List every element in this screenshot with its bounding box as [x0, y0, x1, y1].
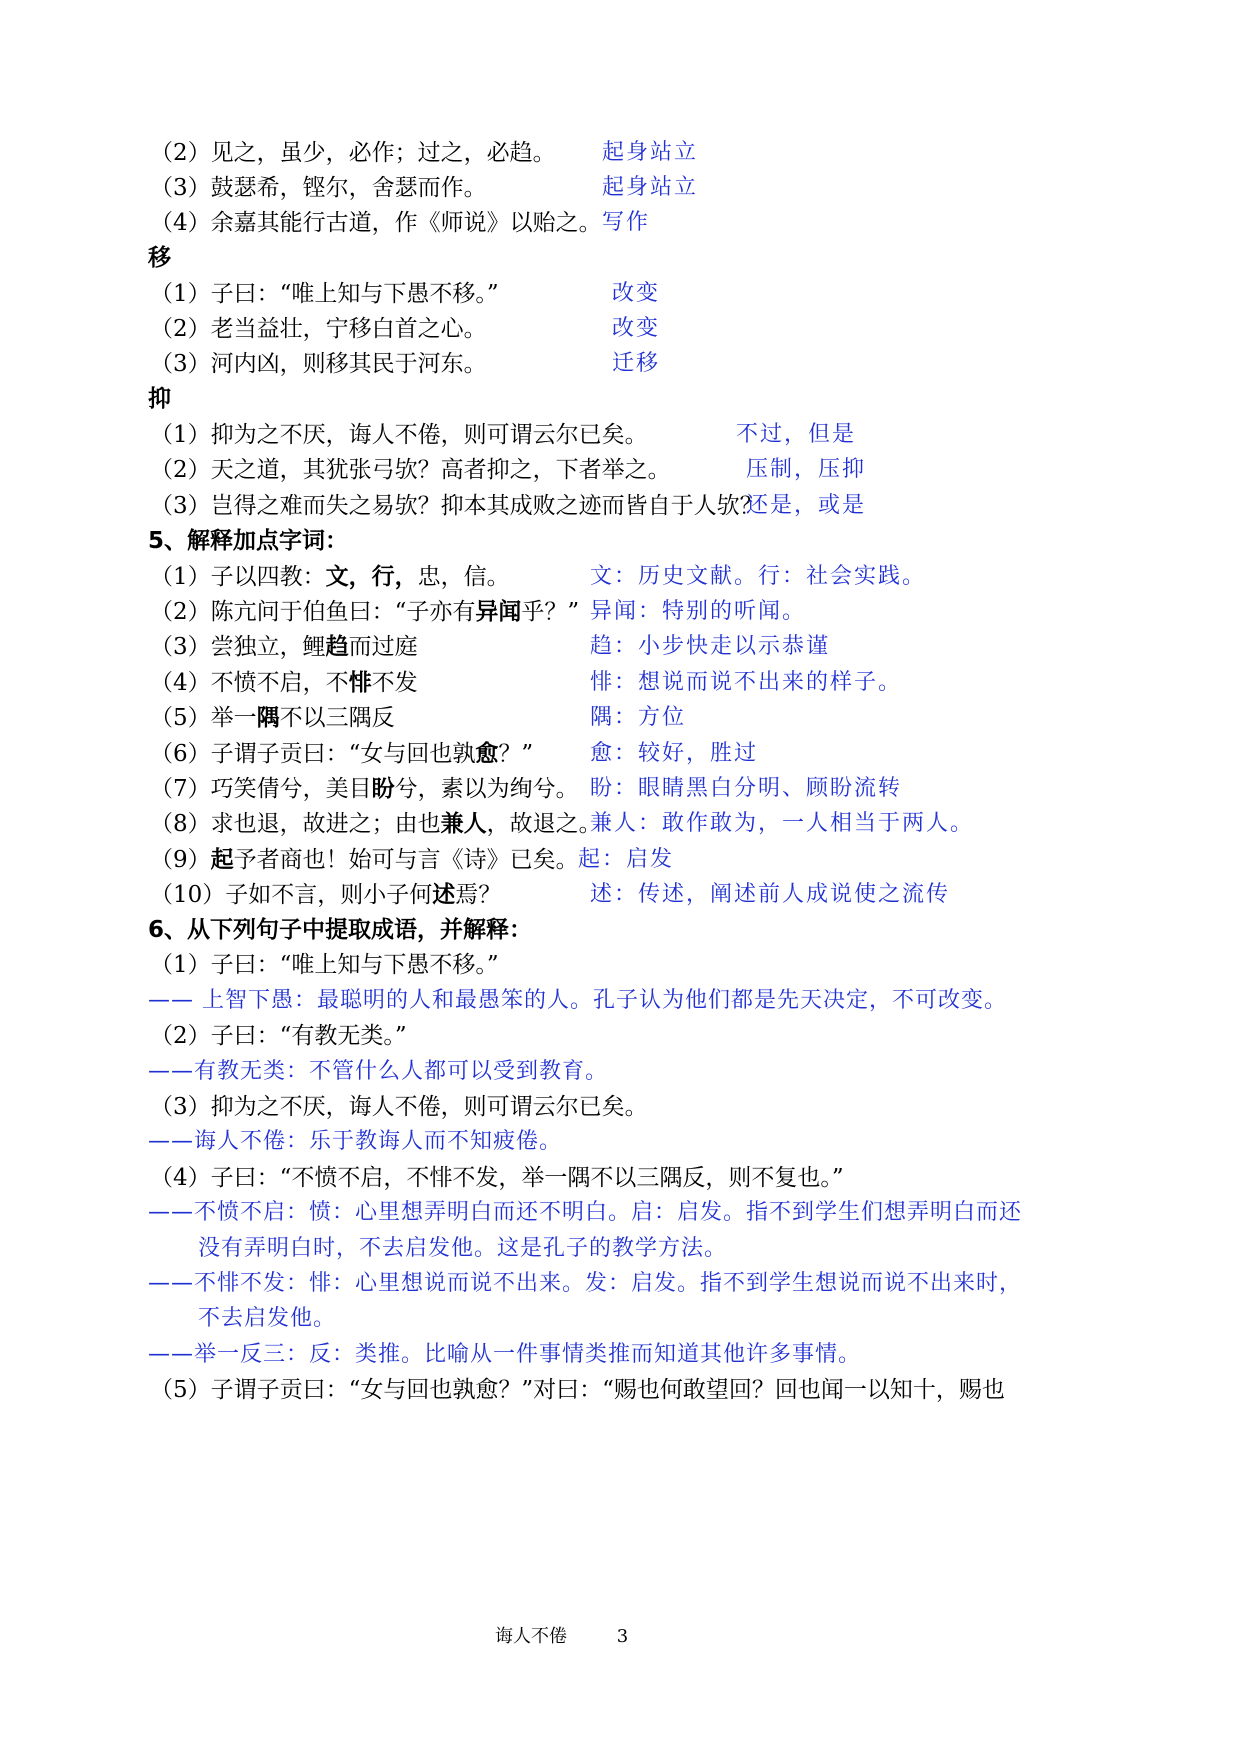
answer: 趋：小步快走以示恭谨	[590, 634, 831, 659]
sec6-question-1: （1）子曰：“唯上知与下愚不移。”	[150, 952, 499, 978]
sec5-item-6	[150, 736, 759, 772]
question: （4）余嘉其能行古道，作《师说》以贻之。	[150, 210, 602, 236]
question: （5）举一隅不以三隅反	[150, 704, 395, 731]
answer: 盼：眼睛黑白分明、顾盼流转	[590, 776, 903, 801]
sec5-item-4	[150, 665, 903, 701]
zuo-item-2	[150, 135, 699, 171]
question: （3）河内凶，则移其民于河东。	[150, 351, 487, 377]
answer: 文：历史文献。行：社会实践。	[590, 564, 927, 589]
question: （3）岂得之难而失之易欤？抑本其成败之迹而皆自于人欤？	[150, 493, 763, 519]
sec6-answer-1: —— 上智下愚：最聪明的人和最愚笨的人。孔子认为他们都是先天决定，不可改变。	[148, 988, 1007, 1013]
answer: 兼人：敢作敢为，一人相当于两人。	[590, 811, 975, 836]
sec6-answer-4b: 没有弄明白时，不去启发他。这是孔子的教学方法。	[198, 1236, 728, 1261]
question: （9）起予者商也！始可与言《诗》已矣。	[150, 846, 579, 873]
question: （2）陈亢问于伯鱼曰：“子亦有异闻乎？”	[150, 598, 580, 625]
sec5-item-1	[150, 559, 927, 595]
sec5-item-10	[150, 877, 951, 913]
page-footer	[495, 1622, 672, 1648]
answer: 改变	[612, 316, 661, 341]
question: （10）子如不言，则小子何述焉？	[150, 881, 502, 908]
answer: 不过，但是	[736, 422, 857, 447]
sec6-answer-4c: ——不悱不发：悱：心里想说而说不出来。发：启发。指不到学生想说而说不出来时，	[148, 1271, 1023, 1296]
question: （4）不愤不启，不悱不发	[150, 669, 418, 696]
sec5-item-3	[150, 629, 831, 665]
section-heading-yi2: 抑	[148, 386, 171, 412]
sec6-answer-4a: ——不愤不启：愤：心里想弄明白而还不明白。启：启发。指不到学生们想弄明白而还	[148, 1200, 1023, 1225]
zuo-item-3	[150, 170, 699, 206]
question: （2）天之道，其犹张弓欤？高者抑之，下者举之。	[150, 457, 671, 483]
question: （1）子曰：“唯上知与下愚不移。”	[150, 281, 499, 307]
sec5-item-9	[150, 842, 675, 878]
yi-item-2	[150, 311, 661, 347]
sec6-answer-3: ——诲人不倦：乐于教诲人而不知疲倦。	[148, 1129, 563, 1154]
answer: 隅：方位	[590, 705, 687, 730]
answer: 愈：较好，胜过	[590, 741, 759, 766]
question: （6）子谓子贡曰：“女与回也孰愈？”	[150, 740, 534, 767]
answer: 写作	[602, 210, 651, 235]
question: （3）尝独立，鲤趋而过庭	[150, 633, 418, 660]
answer: 改变	[612, 281, 661, 306]
sec6-answer-4e: ——举一反三：反：类推。比喻从一件事情类推而知道其他许多事情。	[148, 1342, 862, 1367]
sec6-question-5: （5）子谓子贡曰：“女与回也孰愈？”对曰：“赐也何敢望回？回也闻一以知十，赐也	[150, 1377, 1005, 1403]
yi2-item-3	[150, 488, 867, 524]
sec6-question-4: （4）子曰：“不愤不启，不悱不发，举一隅不以三隅反，则不复也。”	[150, 1165, 844, 1191]
answer: 起：启发	[578, 847, 675, 872]
question: （2）老当益壮，宁移白首之心。	[150, 316, 487, 342]
page-number: 3	[616, 1626, 629, 1647]
yi-item-3	[150, 346, 661, 382]
sec6-question-2: （2）子曰：“有教无类。”	[150, 1023, 407, 1049]
question: （3）鼓瑟希，铿尔，舍瑟而作。	[150, 175, 487, 201]
question: （8）求也退，故进之；由也兼人，故退之。	[150, 810, 602, 837]
answer: 起身站立	[602, 140, 699, 165]
question: （1）抑为之不厌，诲人不倦，则可谓云尔已矣。	[150, 422, 648, 448]
section-heading-6: 6、从下列句子中提取成语，并解释：	[148, 917, 533, 943]
yi-item-1	[150, 276, 661, 312]
sec6-answer-2: ——有教无类：不管什么人都可以受到教育。	[148, 1059, 609, 1084]
sec6-answer-4d: 不去启发他。	[198, 1306, 337, 1331]
section-heading-5: 5、解释加点字词：	[148, 528, 349, 554]
answer: 述：传述，阐述前人成说使之流传	[590, 882, 951, 907]
sec5-item-2	[150, 594, 807, 630]
question: （2）见之，虽少，必作；过之，必趋。	[150, 140, 556, 166]
answer: 悱：想说而说不出来的样子。	[590, 670, 903, 695]
section-heading-yi: 移	[148, 245, 171, 271]
sec5-item-5	[150, 700, 687, 736]
answer: 起身站立	[602, 175, 699, 200]
question: （1）子以四教：文，行，忠，信。	[150, 563, 510, 590]
yi2-item-2	[150, 452, 867, 488]
answer: 压制，压抑	[746, 457, 867, 482]
sec6-question-3: （3）抑为之不厌，诲人不倦，则可谓云尔已矣。	[150, 1094, 648, 1120]
answer: 迁移	[612, 351, 661, 376]
yi2-item-1	[150, 417, 857, 453]
answer: 异闻：特别的听闻。	[590, 599, 807, 624]
footer-title: 诲人不倦	[495, 1626, 567, 1647]
sec5-item-7	[150, 771, 903, 807]
question: （7）巧笑倩兮，美目盼兮，素以为绚兮。	[150, 775, 579, 802]
sec5-item-8	[150, 806, 975, 842]
zuo-item-4	[150, 205, 651, 241]
answer: 还是，或是	[746, 493, 867, 518]
